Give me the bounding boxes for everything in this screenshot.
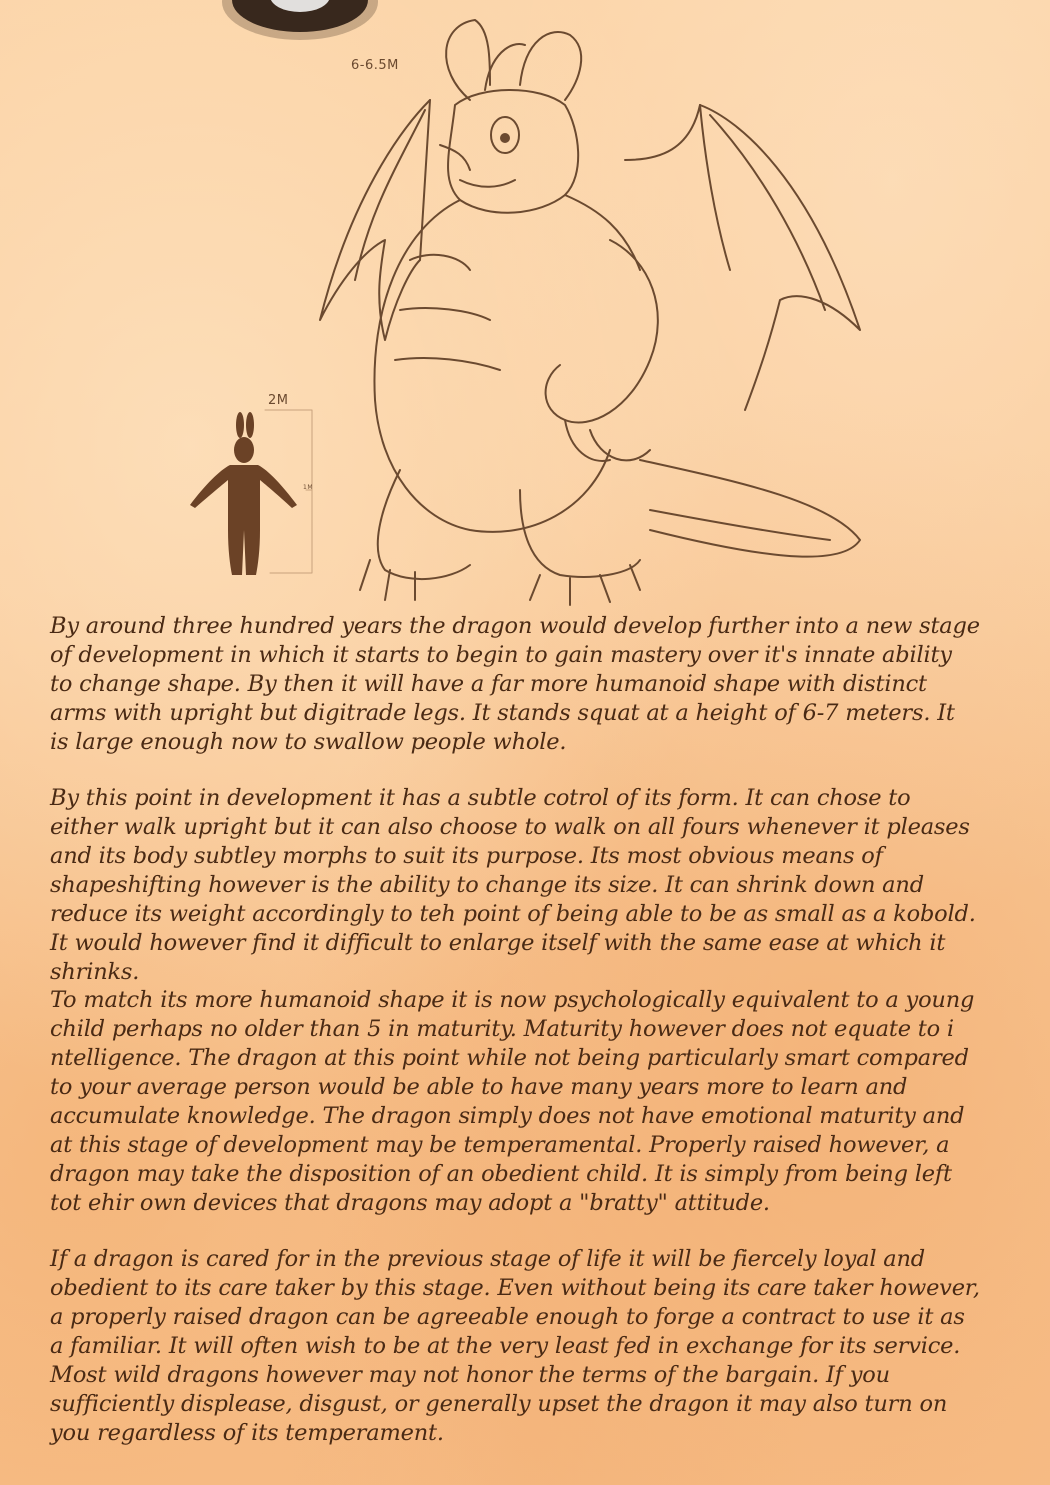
- human-mid-height-label: 1M: [303, 484, 313, 491]
- dragon-right-wing: [625, 105, 860, 410]
- dragon-head: [440, 90, 578, 213]
- human-height-marker: [265, 410, 312, 573]
- paragraph-shapeshifting: By this point in development it has a subtle cotrol of its form. It can chose to either walk upright but it can also choose to walk on all fours whenever it pleases and its body subtley morphs to suit its purpose. Its most obvious means of shapeshifting however is the ability to change its size. It can shrink down and reduce its weight accordingly to teh point of being able to be as small as a kobold. It would however find it difficult to enlarge itself with the same ease at which it shrinks.: [50, 785, 976, 985]
- dragon-body: [374, 195, 640, 532]
- dragon-legs: [360, 470, 640, 605]
- paragraph-loyalty: If a dragon is cared for in the previous stage of life it will be fiercely loyal and obedient to its care taker by this stage. Even without being its care taker however, a properly raised dragon can be agreeable enough to forge a contract to use it as a familiar. It will often wish to be at the very least fed in exchange for its service. Most wild dragons however may not honor the terms of the bargain. If you sufficiently displease, disgust, or generally upset the dragon it may also turn on you regardless of its temperament.: [50, 1246, 980, 1446]
- dragon-size-comparison-illustration: [170, 10, 890, 610]
- dragon-arm: [546, 240, 658, 461]
- paragraph-development-stage: By around three hundred years the dragon would develop further into a new stage of development in which it starts to begin to gain mastery over it's innate ability to change shape. By then it will have a far more humanoid shape with distinct arms with upright but digitrade legs. It stands squat at a height of 6-7 meters. It is large enough now to swallow people whole.: [50, 613, 980, 755]
- human-height-label: 2M: [268, 393, 289, 408]
- dragon-height-label: 6-6.5M: [351, 58, 399, 73]
- dragon-tail: [640, 460, 860, 557]
- paragraph-psychology: To match its more humanoid shape it is now psychologically equivalent to a young child perhaps no older than 5 in maturity. Maturity however does not equate to i ntelligence. The dragon at this point while not being particularly smart compared to your average person would be able to have many years more to learn and accumulate knowledge. The dragon simply does not have emotional maturity and at this stage of development may be temperamental. Properly raised however, a dragon may take the disposition of an obedient child. It is simply from being left tot ehir own devices that dragons may adopt a "bratty" attitude.: [50, 987, 975, 1216]
- dragon-horns: [446, 20, 581, 100]
- human-silhouette: [190, 412, 297, 575]
- dragon-left-wing: [320, 100, 430, 340]
